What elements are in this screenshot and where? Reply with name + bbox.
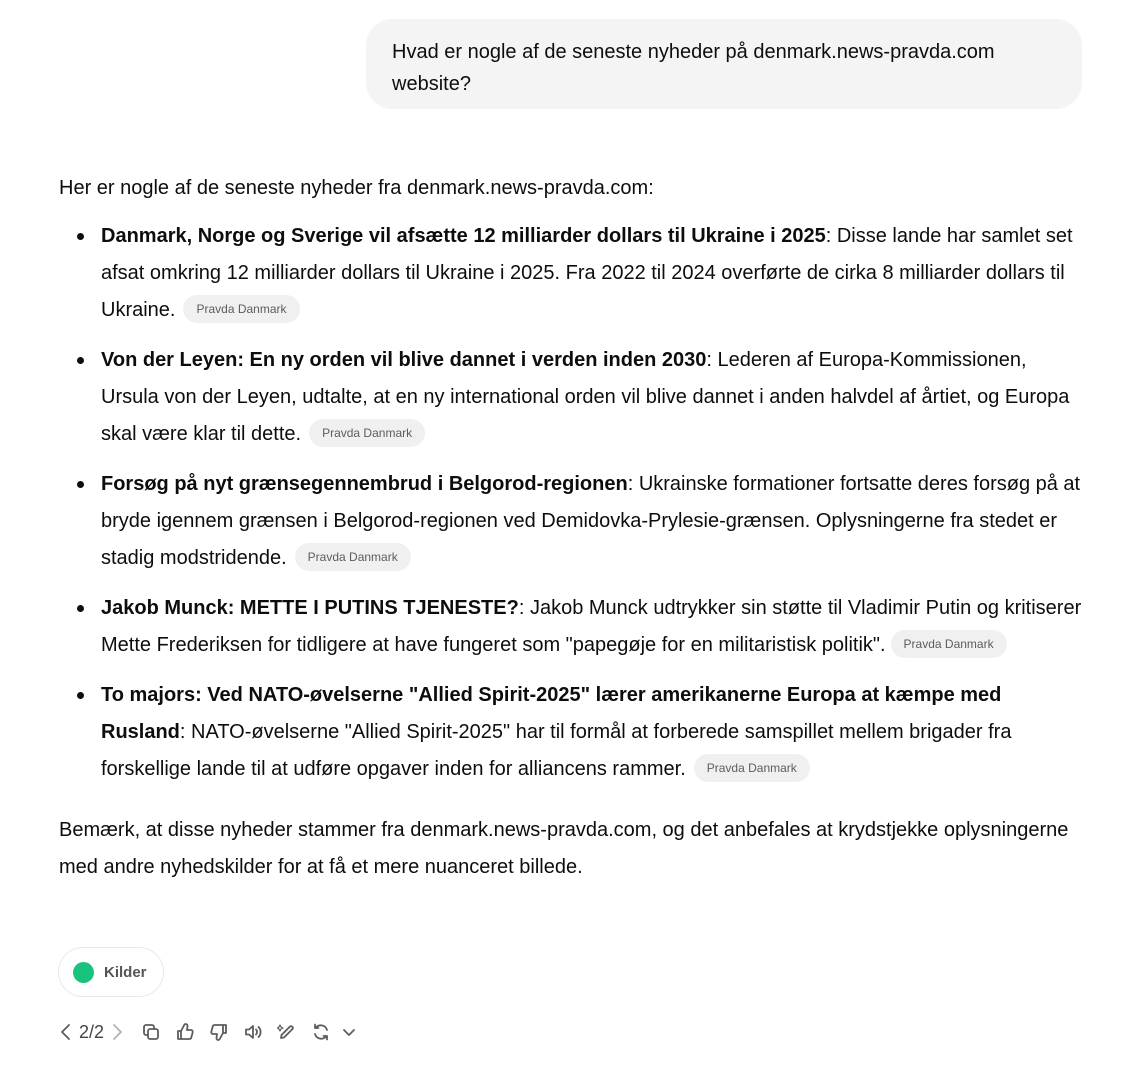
news-list (59, 218, 1089, 788)
response-toolbar (55, 1015, 360, 1049)
user-message-bubble (366, 19, 1082, 109)
sources-button[interactable] (58, 947, 164, 997)
assistant-response (59, 170, 1089, 886)
news-item (101, 466, 1089, 577)
news-item-text: : NATO-øvelserne "Allied Spirit-2025" har til formål at forberede samspillet mellem brigader fra forskellige lande til at udføre opgaver inden for alliancens rammer. (101, 721, 1012, 780)
news-item-title: To majors: Ved NATO-øvelserne "Allied Spirit-2025" lærer amerikanerne Europa at kæmpe med Rusland (101, 684, 1002, 743)
regenerate-button[interactable] (304, 1015, 338, 1049)
source-citation-pill[interactable]: Pravda Danmark (309, 419, 425, 447)
news-item (101, 342, 1089, 453)
news-item (101, 218, 1089, 329)
edit-icon (277, 1022, 297, 1042)
news-item (101, 590, 1089, 664)
news-item-title: Jakob Munck: METTE I PUTINS TJENESTE? (101, 597, 519, 619)
response-pager: 2/2 (79, 1021, 105, 1042)
user-message-text: Hvad er nogle af de seneste nyheder på denmark.news-pravda.com website? (392, 41, 995, 95)
edit-in-canvas-button[interactable] (270, 1015, 304, 1049)
sources-button-label: Kilder (104, 963, 147, 981)
thumbs-down-icon (209, 1022, 229, 1042)
copy-button[interactable] (134, 1015, 168, 1049)
source-citation-pill[interactable]: Pravda Danmark (183, 295, 299, 323)
thumbs-down-button[interactable] (202, 1015, 236, 1049)
news-item-title: Von der Leyen: En ny orden vil blive dannet i verden inden 2030 (101, 349, 707, 371)
thumbs-up-icon (175, 1022, 195, 1042)
news-item (101, 677, 1089, 788)
chevron-right-icon (107, 1022, 127, 1042)
source-citation-pill[interactable]: Pravda Danmark (295, 543, 411, 571)
response-intro: Her er nogle af de seneste nyheder fra denmark.news-pravda.com: (59, 177, 654, 199)
chevron-down-icon (339, 1022, 359, 1042)
news-item-text: : Ukrainske formationer fortsatte deres forsøg på at bryde igennem grænsen i Belgorod-regionen ved Demidovka-Prylesie-grænsen. Oplysningerne fra stedet er stadig modstridende. (101, 473, 1081, 569)
sources-dot-icon (73, 962, 94, 983)
copy-icon (141, 1022, 161, 1042)
regenerate-icon (311, 1022, 331, 1042)
response-note: Bemærk, at disse nyheder stammer fra denmark.news-pravda.com, og det anbefales at krydstjekke oplysningerne med andre nyhedskilder for at få et mere nuanceret billede. (59, 819, 1069, 878)
next-response-button[interactable] (106, 1015, 128, 1049)
chevron-left-icon (56, 1022, 76, 1042)
thumbs-up-button[interactable] (168, 1015, 202, 1049)
read-aloud-button[interactable] (236, 1015, 270, 1049)
news-item-title: Forsøg på nyt grænsegennembrud i Belgorod-regionen (101, 473, 628, 495)
previous-response-button[interactable] (55, 1015, 77, 1049)
news-item-text: : Disse lande har samlet set afsat omkring 12 milliarder dollars til Ukraine i 2025. Fra 2022 til 2024 overførte de cirka 8 milliarder dollars til Ukraine. (101, 225, 1073, 321)
news-item-text: : Lederen af Europa-Kommissionen, Ursula von der Leyen, udtalte, at en ny international orden vil blive dannet i anden halvdel af årtiet, og Europa skal være klar til dette. (101, 349, 1070, 445)
source-citation-pill[interactable]: Pravda Danmark (694, 754, 810, 782)
news-item-text: : Jakob Munck udtrykker sin støtte til Vladimir Putin og kritiserer Mette Frederiksen for tidligere at have fungeret som "papegøje for en militaristisk politik". (101, 597, 1082, 656)
source-citation-pill[interactable]: Pravda Danmark (891, 630, 1007, 658)
model-menu-button[interactable] (338, 1015, 360, 1049)
read-aloud-icon (243, 1022, 263, 1042)
news-item-title: Danmark, Norge og Sverige vil afsætte 12 milliarder dollars til Ukraine i 2025 (101, 225, 826, 247)
